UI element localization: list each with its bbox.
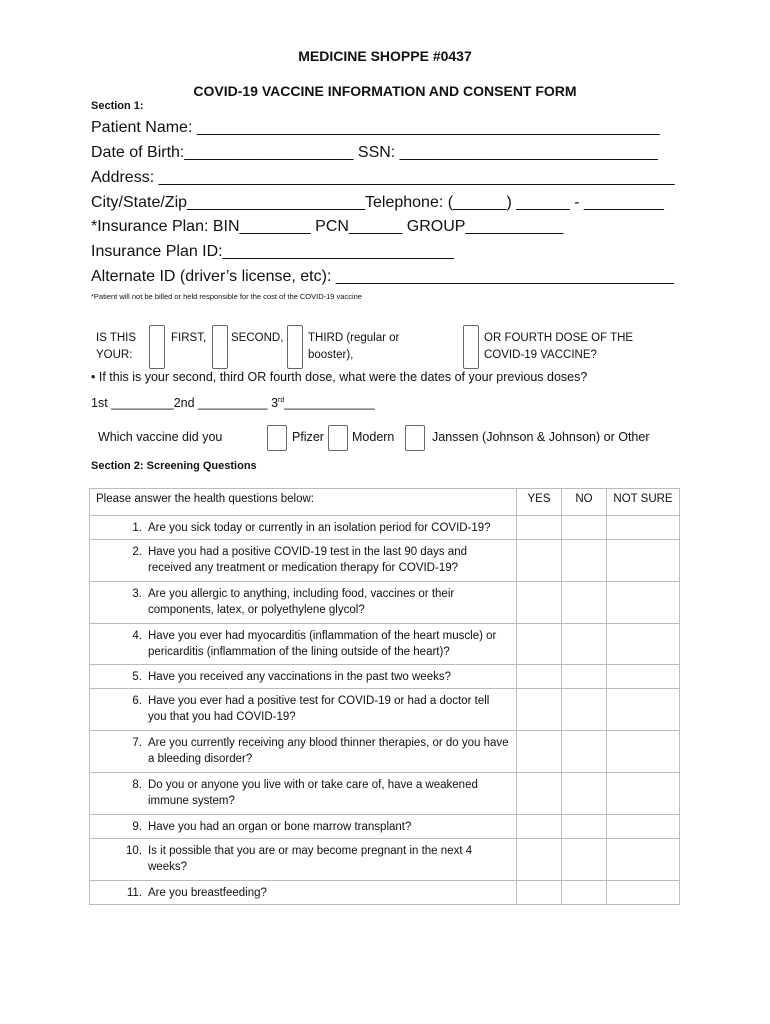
answer-yes[interactable]	[517, 689, 562, 731]
insurance-plan-field[interactable]: *Insurance Plan: BIN________ PCN______ GROUP___________	[91, 218, 564, 235]
col-not-sure: NOT SURE	[607, 489, 680, 516]
table-row: 11. Are you breastfeeding?	[90, 881, 680, 905]
answer-not-sure[interactable]	[607, 540, 680, 582]
table-row: 5. Have you received any vaccinations in the past two weeks?	[90, 665, 680, 689]
answer-not-sure[interactable]	[607, 773, 680, 815]
question-text: Have you received any vaccinations in the past two weeks?	[148, 671, 451, 683]
pfizer-label: Pfizer	[292, 430, 324, 444]
fourth-dose-checkbox[interactable]	[463, 325, 479, 369]
answer-yes[interactable]	[517, 881, 562, 905]
table-header-question: Please answer the health questions below:	[90, 489, 517, 516]
section1-label: Section 1:	[91, 100, 144, 112]
answer-no[interactable]	[562, 516, 607, 540]
answer-no[interactable]	[562, 665, 607, 689]
table-row: 4. Have you ever had myocarditis (inflammation of the heart muscle) or pericarditis (inflammation of the lining outside of the heart)?	[90, 624, 680, 665]
answer-yes[interactable]	[517, 731, 562, 773]
form-title: COVID-19 VACCINE INFORMATION AND CONSENT FORM	[193, 83, 577, 99]
alternate-id-field[interactable]: Alternate ID (driver’s license, etc): ______________________________________	[91, 268, 674, 285]
table-row: 10. Is it possible that you are or may become pregnant in the next 4 weeks?	[90, 839, 680, 881]
table-row: 3. Are you allergic to anything, including food, vaccines or their components, latex, or polyethylene glycol?	[90, 582, 680, 624]
answer-yes[interactable]	[517, 516, 562, 540]
address-field[interactable]: Address: __________________________________________________________	[91, 169, 675, 186]
table-header-row	[90, 489, 680, 516]
answer-yes[interactable]	[517, 773, 562, 815]
table-row: 7. Are you currently receiving any blood thinner therapies, or do you have a bleeding disorder?	[90, 731, 680, 773]
answer-yes[interactable]	[517, 582, 562, 624]
first-dose-date[interactable]: 1st _________	[91, 396, 174, 410]
billing-note: *Patient will not be billed or held responsible for the cost of the COVID-19 vaccine	[91, 292, 362, 301]
answer-yes[interactable]	[517, 624, 562, 665]
third-dose-checkbox[interactable]	[287, 325, 303, 369]
previous-doses-question: • If this is your second, third OR fourth dose, what were the dates of your previous doses?	[91, 370, 588, 384]
answer-not-sure[interactable]	[607, 665, 680, 689]
first-dose-checkbox[interactable]	[149, 325, 165, 369]
vaccine-question: Which vaccine did you	[98, 430, 223, 444]
answer-not-sure[interactable]	[607, 582, 680, 624]
answer-no[interactable]	[562, 839, 607, 881]
question-text: Do you or anyone you live with or take care of, have a weakened immune system?	[148, 779, 478, 807]
col-yes: YES	[517, 489, 562, 516]
third-dose-date[interactable]: 3rd_____________	[271, 396, 375, 410]
answer-not-sure[interactable]	[607, 624, 680, 665]
second-dose-label: SECOND,	[231, 332, 284, 344]
question-text: Have you had an organ or bone marrow transplant?	[148, 821, 412, 833]
janssen-label: Janssen (Johnson & Johnson) or Other	[432, 430, 650, 444]
second-dose-date[interactable]: 2nd __________	[173, 396, 268, 410]
answer-no[interactable]	[562, 689, 607, 731]
third-dose-label: THIRD (regular or booster),	[308, 332, 400, 361]
table-row: 6. Have you ever had a positive test for COVID-19 or had a doctor tell you that you had COVID-19?	[90, 689, 680, 731]
answer-not-sure[interactable]	[607, 731, 680, 773]
table-row: 8. Do you or anyone you live with or take care of, have a weakened immune system?	[90, 773, 680, 815]
answer-no[interactable]	[562, 624, 607, 665]
question-text: Are you sick today or currently in an isolation period for COVID-19?	[148, 522, 491, 534]
question-text: Are you allergic to anything, including food, vaccines or their components, latex, or polyethylene glycol?	[148, 588, 455, 616]
answer-no[interactable]	[562, 881, 607, 905]
answer-no[interactable]	[562, 773, 607, 815]
question-text: Have you had a positive COVID-19 test in the last 90 days and received any treatment or medication therapy for COVID-19?	[148, 546, 467, 574]
section2-label: Section 2: Screening Questions	[91, 460, 257, 472]
answer-not-sure[interactable]	[607, 881, 680, 905]
table-row: 1. Are you sick today or currently in an isolation period for COVID-19?	[90, 516, 680, 540]
answer-yes[interactable]	[517, 839, 562, 881]
answer-not-sure[interactable]	[607, 516, 680, 540]
col-no: NO	[562, 489, 607, 516]
second-dose-checkbox[interactable]	[212, 325, 228, 369]
answer-not-sure[interactable]	[607, 839, 680, 881]
table-row: 2. Have you had a positive COVID-19 test in the last 90 days and received any treatment or medication therapy for COVID-19?	[90, 540, 680, 582]
pfizer-checkbox[interactable]	[267, 425, 287, 451]
answer-not-sure[interactable]	[607, 689, 680, 731]
insurance-id-field[interactable]: Insurance Plan ID:__________________________	[91, 243, 454, 260]
fourth-dose-label: OR FOURTH DOSE OF THE COVID-19 VACCINE?	[484, 332, 634, 361]
answer-no[interactable]	[562, 540, 607, 582]
answer-no[interactable]	[562, 815, 607, 839]
question-text: Have you ever had a positive test for COVID-19 or had a doctor tell you that you had COVID-19?	[148, 695, 490, 723]
screening-table	[89, 488, 680, 905]
answer-yes[interactable]	[517, 540, 562, 582]
question-text: Is it possible that you are or may become pregnant in the next 4 weeks?	[148, 845, 473, 873]
question-text: Have you ever had myocarditis (inflammation of the heart muscle) or pericarditis (inflammation of the lining outside of the heart)?	[148, 630, 497, 658]
moderna-label: Modern	[352, 430, 395, 444]
first-dose-label: FIRST,	[171, 332, 207, 344]
moderna-checkbox[interactable]	[328, 425, 348, 451]
answer-no[interactable]	[562, 731, 607, 773]
dob-ssn-field[interactable]: Date of Birth:___________________ SSN: _____________________________	[91, 144, 658, 161]
answer-no[interactable]	[562, 582, 607, 624]
janssen-checkbox[interactable]	[405, 425, 425, 451]
store-title: MEDICINE SHOPPE #0437	[298, 48, 472, 64]
table-row: 9. Have you had an organ or bone marrow transplant?	[90, 815, 680, 839]
question-text: Are you breastfeeding?	[148, 887, 267, 899]
previous-dose-dates[interactable]	[91, 396, 375, 410]
dose-question: IS THIS YOUR:	[96, 332, 137, 361]
patient-name-field[interactable]: Patient Name: ____________________________________________________	[91, 119, 660, 136]
answer-yes[interactable]	[517, 815, 562, 839]
answer-yes[interactable]	[517, 665, 562, 689]
answer-not-sure[interactable]	[607, 815, 680, 839]
city-phone-field[interactable]: City/State/Zip____________________Telephone: (______) ______ - _________	[91, 194, 664, 211]
question-text: Are you currently receiving any blood thinner therapies, or do you have a bleeding disorder?	[148, 737, 509, 765]
